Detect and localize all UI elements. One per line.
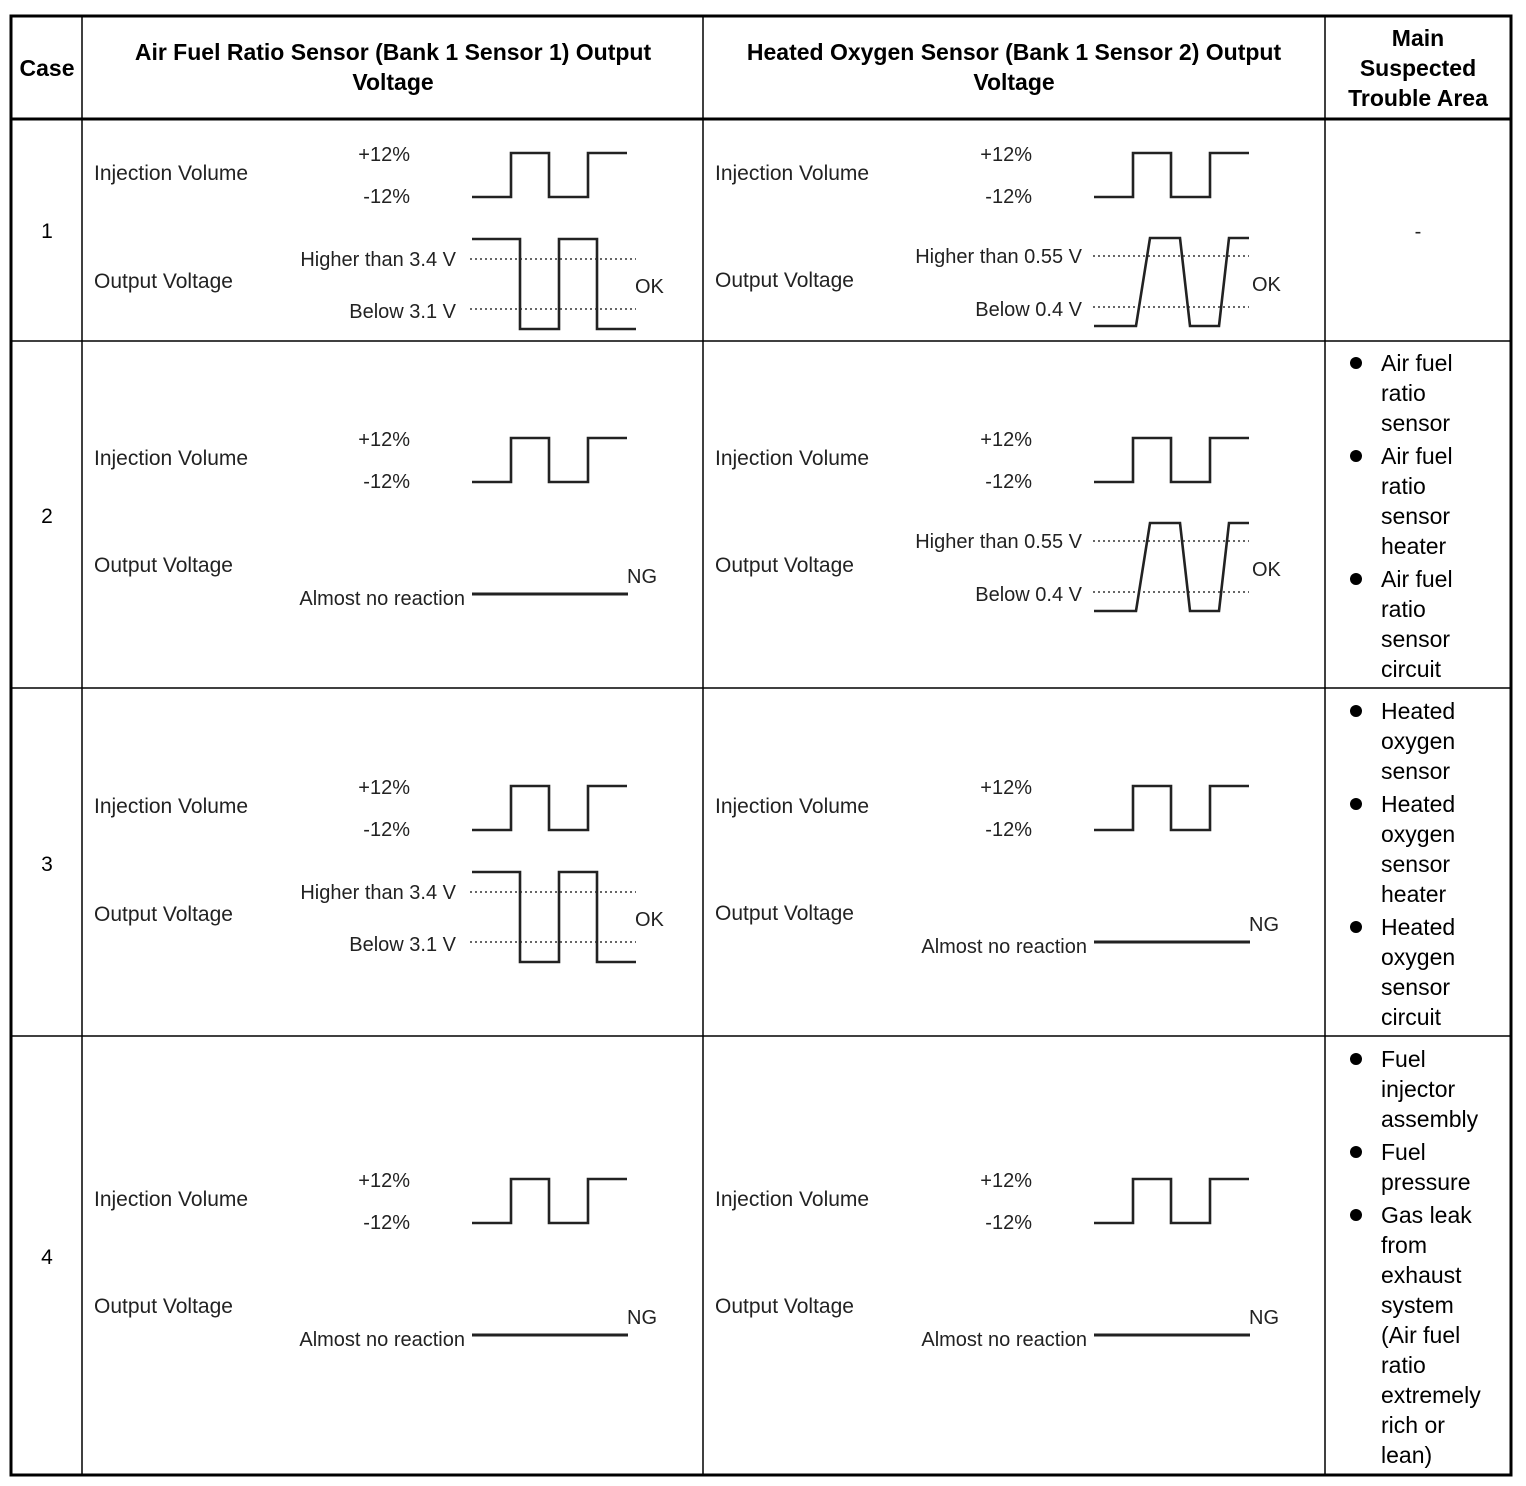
ok-result: OK bbox=[635, 909, 664, 931]
output-waveform bbox=[472, 872, 636, 962]
output-waveform bbox=[1094, 238, 1249, 326]
minus-12-label: -12% bbox=[363, 1212, 410, 1234]
minus-12-label: -12% bbox=[985, 819, 1032, 841]
no-reaction-label: Almost no reaction bbox=[921, 936, 1087, 958]
case-3-ho-diagram bbox=[715, 777, 1279, 958]
ng-result: NG bbox=[627, 566, 657, 588]
cause-text: lean) bbox=[1381, 1442, 1433, 1468]
plus-12-label: +12% bbox=[980, 777, 1032, 799]
injection-waveform bbox=[472, 153, 627, 197]
cause-text: injector bbox=[1381, 1076, 1456, 1102]
cause-text: Gas leak bbox=[1381, 1202, 1472, 1228]
case-2-af-diagram bbox=[94, 429, 657, 610]
header-ho-sensor: Heated Oxygen Sensor (Bank 1 Sensor 2) Output bbox=[746, 39, 1282, 65]
header-ho-sensor-line2: Voltage bbox=[973, 69, 1055, 95]
low-threshold-label: Below 3.1 V bbox=[349, 301, 456, 323]
cause-text: Fuel bbox=[1381, 1139, 1426, 1165]
cause-text: oxygen bbox=[1381, 944, 1456, 970]
cause-text: sensor bbox=[1381, 626, 1451, 652]
bullet-icon bbox=[1350, 798, 1362, 810]
low-threshold-label: Below 0.4 V bbox=[975, 299, 1082, 321]
low-threshold-label: Below 3.1 V bbox=[349, 934, 456, 956]
ok-result: OK bbox=[635, 276, 664, 298]
injection-volume-label: Injection Volume bbox=[94, 795, 249, 818]
high-threshold-label: Higher than 3.4 V bbox=[300, 882, 456, 904]
header-af-sensor: Air Fuel Ratio Sensor (Bank 1 Sensor 1) Output bbox=[134, 39, 652, 65]
case-1-af-diagram bbox=[94, 144, 665, 329]
ng-result: NG bbox=[627, 1307, 657, 1329]
cause-text: extremely bbox=[1381, 1382, 1481, 1408]
case-number: 2 bbox=[41, 505, 53, 528]
plus-12-label: +12% bbox=[358, 1170, 410, 1192]
output-voltage-label: Output Voltage bbox=[715, 1295, 854, 1318]
case-3-af-diagram bbox=[94, 777, 665, 962]
case-number: 4 bbox=[41, 1246, 53, 1269]
no-trouble-dash: - bbox=[1414, 221, 1422, 243]
header-row bbox=[20, 25, 1489, 111]
no-reaction-label: Almost no reaction bbox=[299, 588, 465, 610]
ok-result: OK bbox=[1252, 274, 1281, 296]
injection-volume-label: Injection Volume bbox=[715, 162, 870, 185]
cause-text: oxygen bbox=[1381, 728, 1456, 754]
output-voltage-label: Output Voltage bbox=[94, 270, 233, 293]
injection-waveform bbox=[1094, 1179, 1249, 1223]
table-border bbox=[11, 16, 1511, 1475]
case-4-ho-diagram bbox=[715, 1170, 1279, 1351]
ok-result: OK bbox=[1252, 559, 1281, 581]
cause-text: Air fuel bbox=[1381, 566, 1453, 592]
injection-waveform bbox=[472, 786, 627, 830]
cause-text: oxygen bbox=[1381, 821, 1456, 847]
output-voltage-label: Output Voltage bbox=[94, 1295, 233, 1318]
bullet-icon bbox=[1350, 705, 1362, 717]
output-voltage-label: Output Voltage bbox=[715, 554, 854, 577]
bullet-icon bbox=[1350, 1146, 1362, 1158]
plus-12-label: +12% bbox=[358, 429, 410, 451]
bullet-icon bbox=[1350, 1053, 1362, 1065]
minus-12-label: -12% bbox=[363, 471, 410, 493]
header-case: Case bbox=[19, 55, 75, 81]
no-reaction-label: Almost no reaction bbox=[299, 1329, 465, 1351]
injection-waveform bbox=[1094, 153, 1249, 197]
cause-text: Air fuel bbox=[1381, 350, 1453, 376]
cause-text: rich or bbox=[1381, 1412, 1445, 1438]
minus-12-label: -12% bbox=[985, 1212, 1032, 1234]
cause-text: sensor bbox=[1381, 851, 1451, 877]
ng-result: NG bbox=[1249, 1307, 1279, 1329]
cause-text: from bbox=[1381, 1232, 1427, 1258]
plus-12-label: +12% bbox=[980, 429, 1032, 451]
cause-text: system bbox=[1381, 1292, 1454, 1318]
injection-waveform bbox=[1094, 786, 1249, 830]
header-af-sensor-line2: Voltage bbox=[352, 69, 434, 95]
injection-volume-label: Injection Volume bbox=[94, 447, 249, 470]
cause-text: sensor bbox=[1381, 410, 1451, 436]
injection-volume-label: Injection Volume bbox=[715, 1188, 870, 1211]
cause-text: Heated bbox=[1381, 698, 1456, 724]
injection-volume-label: Injection Volume bbox=[94, 1188, 249, 1211]
case-number: 1 bbox=[41, 220, 53, 243]
table-grid bbox=[11, 16, 1511, 1475]
cause-text: ratio bbox=[1381, 1352, 1426, 1378]
cause-text: ratio bbox=[1381, 473, 1426, 499]
injection-waveform bbox=[1094, 438, 1249, 482]
cause-text: Heated bbox=[1381, 791, 1456, 817]
bullet-icon bbox=[1350, 921, 1362, 933]
cause-text: Heated bbox=[1381, 914, 1456, 940]
minus-12-label: -12% bbox=[363, 819, 410, 841]
cause-text: circuit bbox=[1381, 1004, 1442, 1030]
minus-12-label: -12% bbox=[363, 186, 410, 208]
case-3-trouble-list bbox=[1350, 698, 1455, 1030]
output-voltage-label: Output Voltage bbox=[94, 903, 233, 926]
ng-result: NG bbox=[1249, 914, 1279, 936]
case-2-ho-diagram bbox=[715, 429, 1282, 611]
cause-text: Fuel bbox=[1381, 1046, 1426, 1072]
plus-12-label: +12% bbox=[358, 777, 410, 799]
minus-12-label: -12% bbox=[985, 186, 1032, 208]
cause-text: sensor bbox=[1381, 974, 1451, 1000]
injection-waveform bbox=[472, 438, 627, 482]
cause-text: ratio bbox=[1381, 596, 1426, 622]
low-threshold-label: Below 0.4 V bbox=[975, 584, 1082, 606]
cause-text: Air fuel bbox=[1381, 443, 1453, 469]
high-threshold-label: Higher than 3.4 V bbox=[300, 249, 456, 271]
bullet-icon bbox=[1350, 450, 1362, 462]
header-trouble-area-line3: Trouble Area bbox=[1348, 85, 1488, 111]
header-trouble-area: Main bbox=[1391, 25, 1445, 51]
header-trouble-area-line2: Suspected bbox=[1359, 55, 1477, 81]
bullet-icon bbox=[1350, 357, 1362, 369]
cause-text: (Air fuel bbox=[1381, 1322, 1461, 1348]
cause-text: exhaust bbox=[1381, 1262, 1462, 1288]
cause-text: sensor bbox=[1381, 758, 1451, 784]
output-voltage-label: Output Voltage bbox=[715, 902, 854, 925]
cause-text: sensor bbox=[1381, 503, 1451, 529]
high-threshold-label: Higher than 0.55 V bbox=[915, 531, 1082, 553]
plus-12-label: +12% bbox=[980, 1170, 1032, 1192]
case-4-trouble-list bbox=[1350, 1046, 1481, 1468]
case-2-trouble-list bbox=[1350, 350, 1453, 682]
injection-waveform bbox=[472, 1179, 627, 1223]
cause-text: ratio bbox=[1381, 380, 1426, 406]
cause-text: heater bbox=[1381, 881, 1447, 907]
output-voltage-label: Output Voltage bbox=[94, 554, 233, 577]
case-1-ho-diagram bbox=[715, 144, 1282, 326]
cause-text: circuit bbox=[1381, 656, 1442, 682]
injection-volume-label: Injection Volume bbox=[715, 447, 870, 470]
high-threshold-label: Higher than 0.55 V bbox=[915, 246, 1082, 268]
case-4-af-diagram bbox=[94, 1170, 657, 1351]
injection-volume-label: Injection Volume bbox=[715, 795, 870, 818]
cause-text: pressure bbox=[1381, 1169, 1471, 1195]
output-waveform bbox=[472, 239, 636, 329]
bullet-icon bbox=[1350, 573, 1362, 585]
no-reaction-label: Almost no reaction bbox=[921, 1329, 1087, 1351]
plus-12-label: +12% bbox=[980, 144, 1032, 166]
cause-text: heater bbox=[1381, 533, 1447, 559]
output-waveform bbox=[1094, 523, 1249, 611]
case-number: 3 bbox=[41, 853, 53, 876]
injection-volume-label: Injection Volume bbox=[94, 162, 249, 185]
bullet-icon bbox=[1350, 1209, 1362, 1221]
output-voltage-label: Output Voltage bbox=[715, 269, 854, 292]
plus-12-label: +12% bbox=[358, 144, 410, 166]
minus-12-label: -12% bbox=[985, 471, 1032, 493]
cause-text: assembly bbox=[1381, 1106, 1479, 1132]
